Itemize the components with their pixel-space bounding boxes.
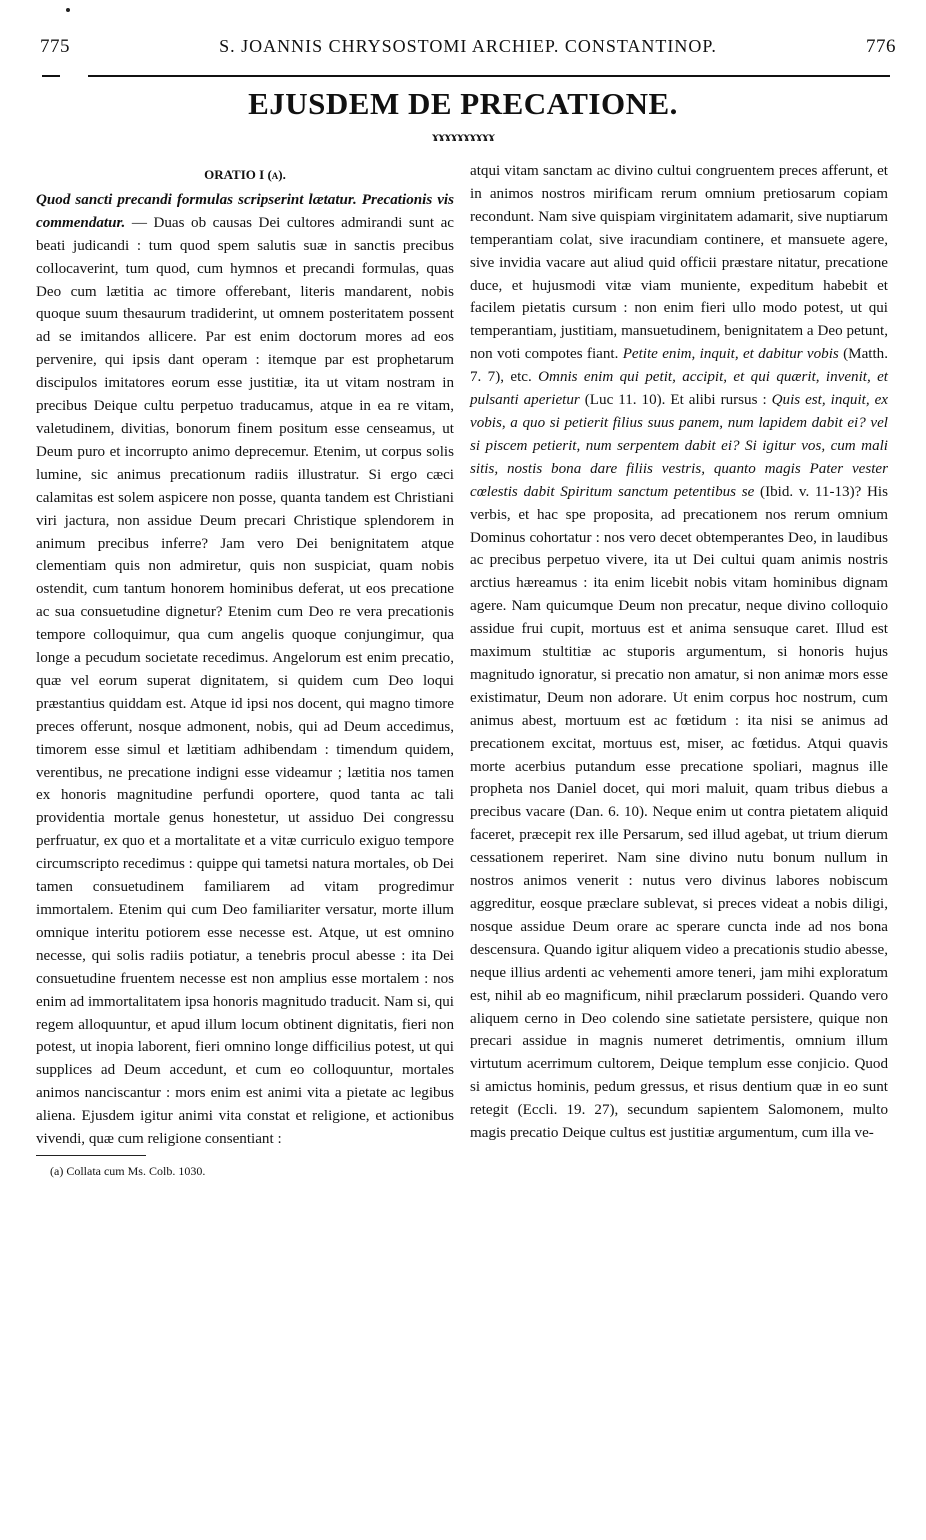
left-page-number: 775 bbox=[40, 36, 70, 57]
left-column bbox=[36, 164, 454, 1183]
oratio-heading: ORATIO I (a). bbox=[204, 167, 286, 182]
title-ornament: ɤɤɤɤɤɤɤɤɤɤ bbox=[431, 130, 495, 145]
right-paragraph bbox=[470, 160, 888, 1145]
right-page-number: 776 bbox=[866, 36, 896, 57]
footnote: (a) Collata cum Ms. Colb. 1030. bbox=[50, 1163, 206, 1178]
left-body-text: — Duas ob causas Dei cultores admirandi sunt ac beati judicandi : tum quod spem salutis suæ in sanctis precibus collocaverint, tum quod, cum hymnos et precandi formulas, quas Deo cum lætitia ac timore offerebant, literis mandarent, nobis quoque suum thesaurum tradiderint, ut omnem posteritatem possent ad se imitandos allicere. Par est enim doctorum mores ad eos pervenire, qui ipsis dant operam : itemque par est prophetarum discipulos imitatores eorum esse justitiæ, ita ut vitam nostram in precibus Deique cultu perpetuo traducamus, atque in ea re vitam, valetudinem, divitias, bonorum finem positum esse censeamus, ut Deum puro et incorrupto animo deprecemur. Etenim, ut corpus solis lumine, sic animus precationum radiis illustratur. Si ergo cæci calamitas est solem aspicere non posse, quanta tandem est Christiani viri jactura, non assidue Deum precari Christique splendorem in animum precibus inferre? Jam vero Dei benignitatem atque clementiam quis non admiretur, quis non suspiciat, quam nobis ostendit, cum tantum honorem hominibus deferat, ut eos precatione ac sua consuetudine dignetur? Etenim cum Deo re vera precationis tempore colloquimur, qua cum angelis quoque conjungimur, qua longe a pecudum societate recedimus. Angelorum est enim precatio, quæ vel eorum superat dignitatem, si quidem cum Deo loqui præstantius quiddam est. Atque id ipsi nos docent, qui magno timore preces offerunt, nosque admonent, nobis, qui ad Deum accedimus, timorem esse simul et lætitiam adhibendam : timendum quidem, verentibus, ne precatione indigni esse videamur ; lætitia nos tamen ex honoris magnitudine perfundi oportere, quod tanta ac tali providentia mortale genus honestetur, ut assiduo Dei congressu perfruatur, ex quo et a mortalitate et a vitæ curriculo exiguo tempore circumscripto recedimus : quippe qui tametsi natura mortales, ob Dei tamen consuetudinem familiarem ad vitam progredimur immortalem. Etenim qui cum Deo familiariter versatur, morte illum omnique interitu potiorem esse necesse est. Atque, ut est omnino necesse, qui solis radiis potiatur, a tenebris procul abesse : ita Dei consuetudine fruentem necesse est non amplius esse mortalem : nos enim ad immortalitatem ipsa honoris magnitudo traducit. Nam si, qui regem alloquuntur, et apud illum locum obtinent dignitatis, fieri non potest, ut inopia laborent, fieri omnino longe difficilius potest, ut qui supplices ad Deum accedunt, et cum eo colloquuntur, mortales animos nanciscantur : mors enim est animi vita a pietate ac legibus aliena. Ejusdem igitur animi vita constat et religione, et actionibus vivendi, quæ cum religione consentiant : bbox=[36, 214, 454, 1148]
argument-summary: Quod sancti precandi formulas scripserint lætatur. Precationis vis commendatur. bbox=[36, 191, 454, 231]
quote-luke: Omnis enim qui petit, accipit, et qui quærit, invenit, et pulsanti aperietur bbox=[470, 369, 888, 409]
right-text-4: (Eccli. 19. 27), secundum sapientem Salomonem, multo magis precatio Deique cultus est justitiæ argumentum, cum illa ve- bbox=[470, 1102, 889, 1142]
right-text-3: (Dan. 6. 10). Neque enim ut contra pietatem aliquid faceret, præcepit rex ille Persarum, sed illud agebat, ut trium dierum cessationem reperiret. Nam sine divino nutu bonum nullum in nostros animos venerit : nutus vero divinus labores nobiscum aggreditur, eosque præclare sublevat, si preces videat a nobis diligi, nosque assidue Deum orare ac sperare cuncta inde ad nos bona descensura. Quando igitur aliquem video a precationis studio abesse, neque illius ardenti ac vehementi amore teneri, jam mihi exploratum est, nihil ab eo magnificum, nihil præclarum possideri. Quando vero aliquem cerno in Deo colendo sine satietate persistere, quique non precari assidue in magnis numeret detrimentis, omnium illum virtutum acerrimum cultorem, Deique templum esse conjicio. Quod si amictus hominis, pedum gressus, et risus dentium quæ in eo sunt retegit bbox=[470, 804, 888, 1119]
left-paragraph bbox=[36, 189, 454, 1151]
header-rule-short bbox=[42, 75, 60, 77]
ref-luke: (Luc 11. 10). Et alibi rursus : bbox=[584, 392, 767, 409]
header-rule bbox=[88, 75, 890, 77]
right-text-1: atqui vitam sanctam ac divino cultui congruentem preces afferunt, et in animos nostros mirificam rerum omnium pretiosarum copiam recondunt. Nam sive quispiam virginitatem adamarit, sive nuptiarum temperantiam colat, sive iracundiam continere, et mansuete agere, sive invidia vacare aut aliud quid officii præstare nitatur, precatione duce, et hujusmodi vitæ viam muniente, expeditum habebit et facilem pietatis cursum : non enim fieri ullo modo potest, ut qui temperantiam, justitiam, mansuetudinem, benignitatem a Deo petunt, non voti compotes fiant. bbox=[470, 163, 888, 363]
ref-matthew: (Matth. 7. 7), etc. bbox=[470, 346, 888, 386]
quote-matthew: Petite enim, inquit, et dabitur vobis bbox=[622, 346, 839, 363]
quote-luke-2: Quis est, inquit, ex vobis, a quo si petierit filius suus panem, num lapidem dabit ei? vel si piscem petierit, num serpentem dabit ei? Si igitur vos, cum mali sitis, nostis bona dare filiis vestris, quanto magis Pater vester cœlestis dabit Spiritum sanctum petentibus se bbox=[470, 392, 888, 500]
running-title: S. JOANNIS CHRYSOSTOMI ARCHIEP. CONSTANTINOP. bbox=[219, 36, 717, 56]
running-header bbox=[40, 36, 896, 62]
footnote-separator bbox=[36, 1155, 146, 1156]
right-text-2: (Ibid. v. 11-13)? His verbis, et hac spe proposita, ad precationem nos rerum omnium Dominus cohortatur : nos vero decet obtemperantes Deo, in laudibus ac precibus perpetuo vivere, ita ut Dei cultui quam animis nostris arctius hæreamus : ita enim licebit nobis vitam hominibus dignam agere. Nam quicumque Deum non precatur, neque divino colloquio assidue frui cupit, mortuus est et anima sensuque caret. Illud est maximum stultitiæ ac stuporis argumentum, si honoris hujus magnitudo ignoratur, si precatio non amatur, si non animæ mors esse existimatur, Deum non adorare. Ut enim corpus hoc nostrum, cum animus abest, mortuum est ac fœtidum : ita nisi se animus ad precationem excitat, mortuus est, miser, ac fœtidus. Atqui quavis morte acerbius putandum esse precatione spoliari, magnus ille propheta nos Daniel docet, qui mori maluit, quam tribus diebus a precibus vacare bbox=[470, 483, 888, 821]
right-column bbox=[470, 160, 888, 1145]
page-title: EJUSDEM DE PRECATIONE. bbox=[248, 86, 678, 121]
page-speck bbox=[66, 8, 70, 12]
